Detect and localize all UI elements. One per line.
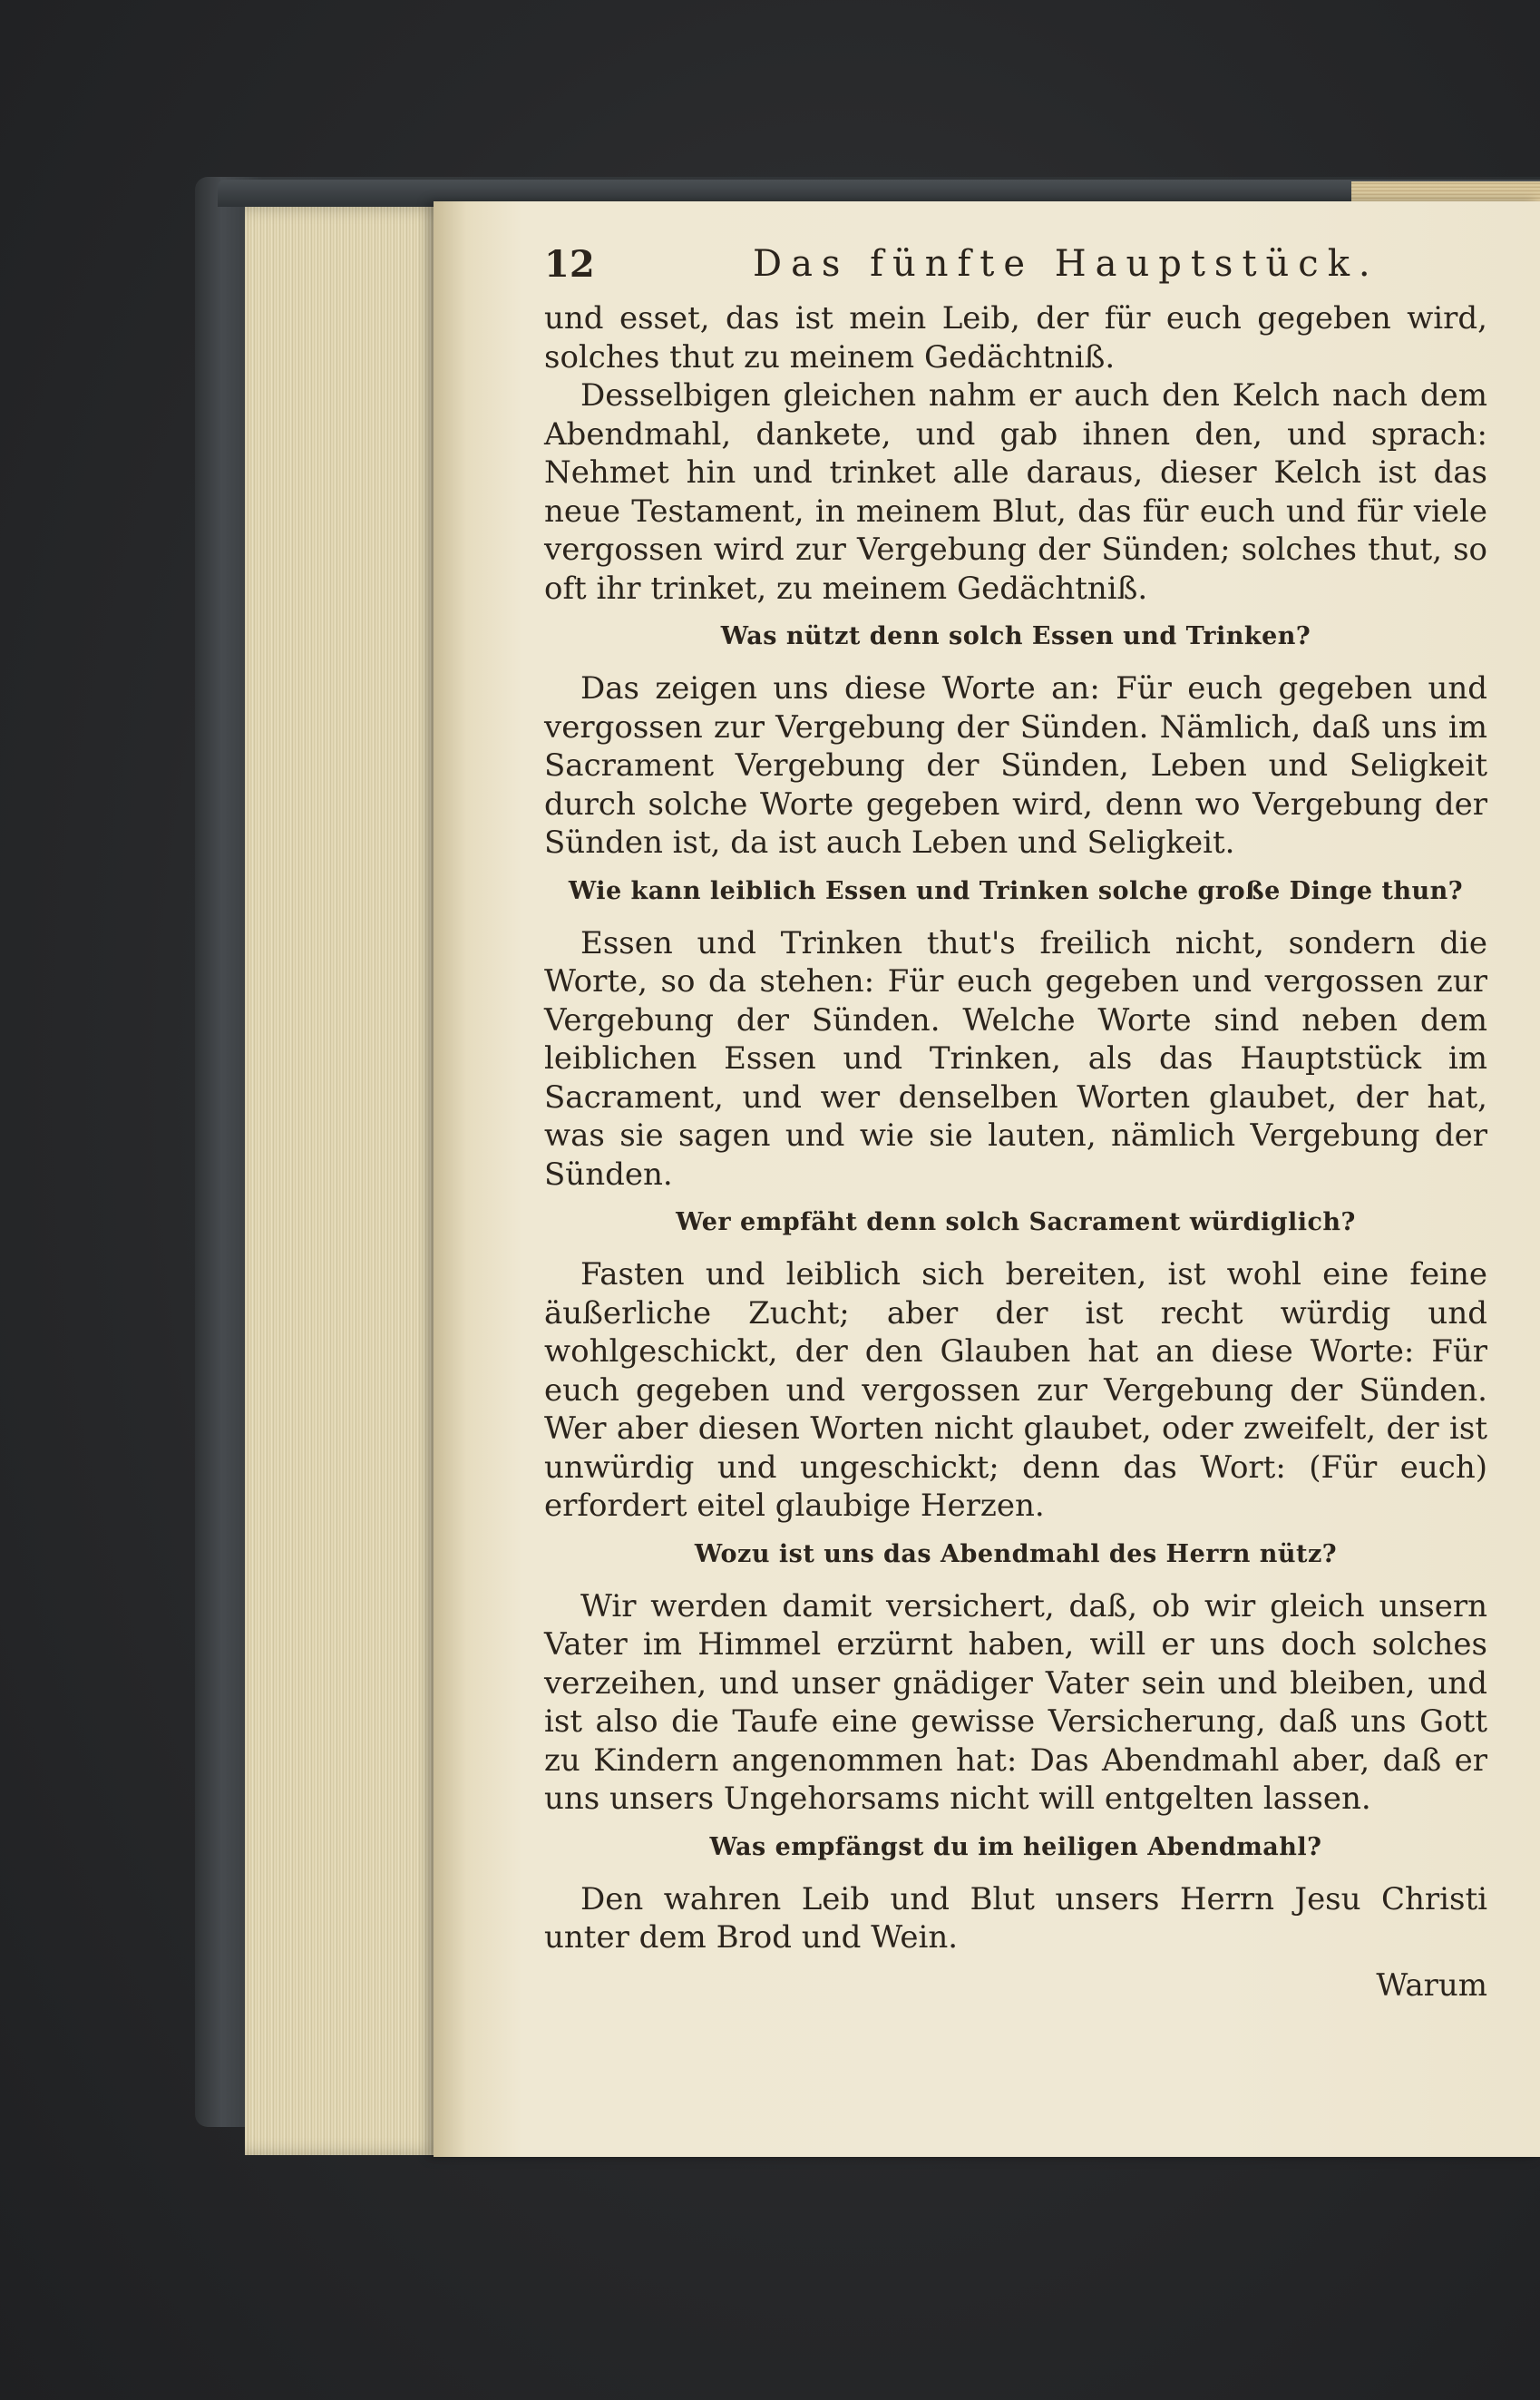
running-title: Das fünfte Hauptstück. — [753, 243, 1379, 285]
page-text — [544, 243, 1487, 2005]
text-body — [544, 299, 1487, 1957]
catchword: Warum — [1376, 1966, 1487, 2004]
paragraph: Desselbigen gleichen nahm er auch den Kelch nach dem Abendmahl, dankete, und gab ihnen den, und sprach: Nehmet hin und trinket alle daraus, dieser Kelch ist das neue Testament, in meinem Blut, das für euch und für viele vergossen wird zur Vergebung der Sünden; solches thut, so oft ihr trinket, zu meinem Gedächtniß. — [544, 377, 1487, 607]
paragraph: und esset, das ist mein Leib, der für euch gegeben wird, solches thut zu meinem Gedächtniß. — [544, 300, 1487, 376]
question-heading: Wozu ist uns das Abendmahl des Herrn nütz? — [694, 1539, 1338, 1568]
question-heading: Wer empfäht denn solch Sacrament würdiglich? — [676, 1208, 1356, 1236]
paragraph: Den wahren Leib und Blut unsers Herrn Jesu Christi unter dem Brod und Wein. — [544, 1880, 1487, 1956]
page-header — [544, 243, 1487, 299]
page-number: 12 — [544, 243, 595, 286]
paragraph: Fasten und leiblich sich bereiten, ist wohl eine feine äußerliche Zucht; aber der ist recht würdig und wohlgeschickt, der den Glauben hat an diese Worte: Für euch gegeben und vergossen zur Vergebung der Sünden. Wer aber diesen Worten nicht glaubet, oder zweifelt, der ist unwürdig und ungeschickt; denn das Wort: (Für euch) erfordert eitel glaubige Herzen. — [544, 1256, 1487, 1524]
page-edges-left — [245, 207, 446, 2155]
paragraph: Wir werden damit versichert, daß, ob wir gleich unsern Vater im Himmel erzürnt haben, will er uns doch solches verzeihen, und unser gnädiger Vater sein und bleiben, und ist also die Taufe eine gewisse Versicherung, daß uns Gott zu Kindern angenommen hat: Das Abendmahl aber, daß er uns unsers Ungehorsams nicht will entgelten lassen. — [544, 1587, 1487, 1817]
question-heading: Was nützt denn solch Essen und Trinken? — [720, 622, 1311, 650]
question-heading: Wie kann leiblich Essen und Trinken solche große Dinge thun? — [568, 876, 1464, 905]
paragraph: Das zeigen uns diese Worte an: Für euch gegeben und vergossen zur Vergebung der Sünden. Nämlich, daß uns im Sacrament Vergebung der Sünden, Leben und Seligkeit durch solche Worte gegeben wird, denn wo Vergebung der Sünden ist, da ist auch Leben und Seligkeit. — [544, 670, 1487, 861]
question-heading: Was empfängst du im heiligen Abendmahl? — [709, 1832, 1322, 1861]
paragraph: Essen und Trinken thut's freilich nicht, sondern die Worte, so da stehen: Für euch gegeben und vergossen zur Vergebung der Sünden. Welche Worte sind neben dem leiblichen Essen und Trinken, als das Hauptstück im Sacrament, und wer denselben Worten glaubet, der hat, was sie sagen und wie sie lauten, nämlich Vergebung der Sünden. — [544, 924, 1487, 1193]
